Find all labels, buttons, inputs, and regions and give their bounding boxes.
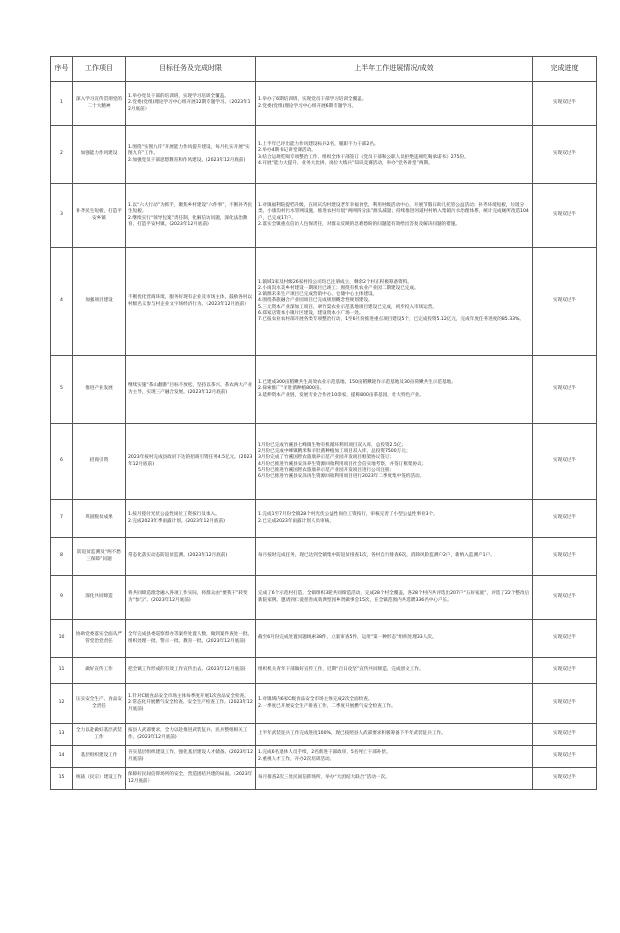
cell-project: 加强能力作风建设 bbox=[73, 126, 126, 184]
cell-project: 统战（民宗）建设工作 bbox=[73, 768, 126, 790]
table-row bbox=[51, 576, 597, 620]
cell-goal bbox=[126, 126, 256, 184]
cell-goal bbox=[126, 768, 256, 790]
progress-line: 2.一季度已开展安全生产排查工作，二季度开展燃气安全检查工作。 bbox=[258, 703, 396, 709]
progress-line: 3月份完成了竹溪国智农旅康养示范产业园开发项目框架协议签订； bbox=[258, 455, 395, 461]
progress-line: 4.开展“能力大提升、业务大比拼、岗位大练兵”知识竞赛活动，举办“党务讲堂”两期。 bbox=[258, 160, 433, 166]
progress-line: 1.对镇域内6家C级食品安全市场主体完成2次全面检查。 bbox=[258, 697, 373, 703]
cell-status: 实现双过半 bbox=[533, 746, 597, 768]
table-row bbox=[51, 768, 597, 790]
cell-status: 实现双过半 bbox=[533, 126, 597, 184]
table-header-row bbox=[51, 57, 597, 82]
goal-line: 保障好民间信仰场所的安全，营造团结共建的局面。（2023年12月底前） bbox=[128, 772, 253, 784]
cell-status: 实现双过半 bbox=[533, 724, 597, 746]
cell-project: 压实安全生产、食品安全责任 bbox=[73, 684, 126, 724]
cell-project: 补齐民生短板，打造平安乡镇 bbox=[73, 184, 126, 248]
header-project: 工作项目 bbox=[73, 57, 126, 82]
cell-no: 6 bbox=[51, 424, 73, 500]
progress-line: 2.已完成2023年雨露计划人员审核。 bbox=[258, 518, 334, 524]
cell-progress bbox=[256, 538, 533, 576]
cell-project: 深入学习宣传贯彻党的二十大精神 bbox=[73, 82, 126, 126]
goal-line: 1.按月拨付光伏公益性岗位工资按行及承入。 bbox=[128, 512, 220, 518]
table-row bbox=[51, 356, 597, 424]
progress-line: 3.镇源未来生产项目已完成营销中心、仓储中心主体建设。 bbox=[258, 292, 378, 298]
progress-line: 2月份已完成中峰镇精米和羊肚菌种植加工项目双入库，总投资7500万元； bbox=[258, 449, 411, 455]
cell-goal bbox=[126, 724, 256, 746]
cell-status: 实现双过半 bbox=[533, 658, 597, 684]
cell-goal bbox=[126, 424, 256, 500]
cell-project: 基层组织建设工作 bbox=[73, 746, 126, 768]
cell-status: 实现双过半 bbox=[533, 684, 597, 724]
cell-progress bbox=[256, 82, 533, 126]
table-row bbox=[51, 620, 597, 658]
cell-project: 招商引资 bbox=[73, 424, 126, 500]
cell-progress bbox=[256, 248, 533, 356]
progress-line: 2.重视人才工作，开办2次培训活动。 bbox=[258, 756, 335, 762]
table-row bbox=[51, 724, 597, 746]
progress-line: 完成了6个示范村打造，全镇组织3轮共同缔造活动，完成28个村全覆盖，各28个村内共评选出207户“五好家庭”，评选了22个整改后新院家例。邀请到仁爱慈善成效典型园乡贤做事会15次，在全镇范围内共选聘336名中心户长。 bbox=[258, 591, 530, 603]
progress-line: 1.举办了6期培训班，实现党员干部学习培训全覆盖。 bbox=[258, 97, 367, 103]
progress-line: 每月排查2次三处民间信仰场所，举办“大团结大联合”活动一次。 bbox=[258, 775, 390, 781]
cell-no: 3 bbox=[51, 184, 73, 248]
progress-line: 截至6月份完成处置问题线索38件，立案审查5件，运用“第一种形态”组织处理33人次。 bbox=[258, 635, 437, 641]
table-row bbox=[51, 184, 597, 248]
cell-status: 实现双过半 bbox=[533, 576, 597, 620]
cell-status: 实现双过半 bbox=[533, 500, 597, 538]
table-row bbox=[51, 248, 597, 356]
cell-progress bbox=[256, 724, 533, 746]
goal-line: 2.完成2023年季雨露计划。(2023年12月底前) bbox=[128, 518, 225, 524]
table-row bbox=[51, 500, 597, 538]
cell-goal bbox=[126, 356, 256, 424]
cell-status: 实现双过半 bbox=[533, 538, 597, 576]
progress-line: 6月份已推进竹溪县安泽再生资源回收利用项目进行2023年二季度集中签约活动。 bbox=[258, 473, 425, 479]
cell-status: 实现双过半 bbox=[533, 248, 597, 356]
cell-no: 2 bbox=[51, 126, 73, 184]
cell-status: 实现双过半 bbox=[533, 82, 597, 126]
cell-no: 13 bbox=[51, 724, 73, 746]
cell-project: 深化共同缔造 bbox=[73, 576, 126, 620]
cell-goal bbox=[126, 248, 256, 356]
goal-line: 1.举办党员干部的培训班，实现学习培训全覆盖。 bbox=[128, 94, 229, 100]
table-body bbox=[51, 82, 597, 790]
progress-line: 1.镇域1家及村级26家村投公司均已注册成立，剩余2个村正积极筹备资料。 bbox=[258, 280, 412, 286]
goal-line: 夯实基层组织建设工作，强化基层建设人才储备。(2023年12月底前) bbox=[128, 750, 253, 762]
progress-line: 7.已报农业农村部开展各类专项整治行动，1至6月份推进重点项目建设5个，已完成投资5.12亿元，完成年度任务进度的85.33%。 bbox=[258, 316, 524, 322]
cell-no: 11 bbox=[51, 658, 73, 684]
cell-project: 协助党委落实全面从严管党治党责任 bbox=[73, 620, 126, 658]
goal-line: 1.针对C级食品安全市场主体每季度开展1次食品安全检查。 bbox=[128, 694, 249, 700]
cell-no: 1 bbox=[51, 82, 73, 126]
cell-project: 全力以赴做好基层武装工作 bbox=[73, 724, 126, 746]
cell-no: 12 bbox=[51, 684, 73, 724]
goal-line: 把全镇工作形成的有效工作宣传出去。(2023年12月底前) bbox=[128, 667, 246, 673]
cell-status: 实现双过半 bbox=[533, 768, 597, 790]
header-no: 序号 bbox=[51, 57, 73, 82]
progress-line: 5月份已推进竹溪国智农旅康养示范产业园开发项目进行公司注册； bbox=[258, 467, 395, 473]
cell-project: 加强项目建设 bbox=[73, 248, 126, 356]
progress-line: 2.党委(党组)理论学习中心组开展6期专题学习。 bbox=[258, 103, 357, 109]
goal-line: 2.党委(党组)理论学习中心组开展12期专题学习。（2023年12月底前） bbox=[128, 100, 251, 112]
goal-line: 全年完成县委巡察督办等案件处置人数，做到案件查处一批、组织处理一批、警示一批、教育一批。(2023年12月底前) bbox=[128, 632, 253, 644]
progress-line: 1.完成6名退休人员手续，2名新进干部政审，5名死亡干部补偿。 bbox=[258, 750, 391, 756]
table-row bbox=[51, 424, 597, 500]
progress-line: 每月按时完成任务，现已达到全镇集中防返贫排查1次，各村自行排查6次，消除风险监测户2户，新纳入监测户1户。 bbox=[258, 553, 495, 559]
goal-line: 不断优化营商环境，服务好现有企业及市场主体，鼓励各村以村级名义参与村企业文字场经济行为。（2023年12月底前） bbox=[128, 295, 253, 307]
cell-no: 9 bbox=[51, 576, 73, 620]
cell-goal bbox=[126, 684, 256, 724]
progress-line: 2.探索推广“羊肚菌种植800亩。 bbox=[258, 386, 325, 392]
cell-status: 实现双过半 bbox=[533, 356, 597, 424]
cell-no: 10 bbox=[51, 620, 73, 658]
cell-no: 8 bbox=[51, 538, 73, 576]
goal-line: 2023年按村完成县政府下达的招商引资任务4.5亿元。(2023年12月底前) bbox=[128, 455, 253, 467]
goal-line: 将共同缔造理念融入各项工作实际，将群众由“要我干”转变为“参与”。(2023年12月底前) bbox=[128, 591, 248, 603]
header-progress: 上半年工作进展情况/成效 bbox=[256, 57, 533, 82]
cell-goal bbox=[126, 500, 256, 538]
cell-progress bbox=[256, 620, 533, 658]
progress-line: 4月份已推进竹溪县安泽养生资源回收利用项目社会信实地考察，并签订框架协议； bbox=[258, 461, 427, 467]
cell-no: 15 bbox=[51, 768, 73, 790]
cell-project: 推进产业发展 bbox=[73, 356, 126, 424]
cell-no: 4 bbox=[51, 248, 73, 356]
progress-line: 4.围绕茶旅融合产业园项目已完成规划概念性规划建设。 bbox=[258, 298, 373, 304]
cell-progress bbox=[256, 768, 533, 790]
goal-line: 2.继续实行“领导包案”责任制，化解信访问题，深化法治教育，打造平安村镇。(2023年12月底前) bbox=[128, 215, 248, 227]
goal-line: 按县人武部要求，全力以赴推进武装征兵、民兵整组相关工作。(2023年12月底前) bbox=[128, 728, 248, 740]
table-row bbox=[51, 658, 597, 684]
cell-status: 实现双过半 bbox=[533, 184, 597, 248]
progress-line: 1.对镇福利院提档升级，在同庆沟村建设老年幸福食堂，利用村级活动中心，开展节假日助儿托管公益活动；补齐环境短板，垃圾分类、小康沟村污水管网设施，推进农村垃圾“两网四分法”源头减量；持续推进河道村村纳入集镇污水治理体系，统计完成厕所改造104户，已完成17户。 bbox=[258, 203, 529, 221]
progress-line: 1.完成1至7月份全镇28个村光伏公益性岗位工资按行，审核完善了小型公益性事业3个。 bbox=[258, 512, 438, 518]
cell-status: 实现双过半 bbox=[533, 620, 597, 658]
cell-progress bbox=[256, 126, 533, 184]
goal-line: 1.围绕“实图九许”开展能力作风提升建设，每月扎实开展“实图九许”工作。 bbox=[128, 145, 250, 157]
cell-goal bbox=[126, 746, 256, 768]
table-row bbox=[51, 126, 597, 184]
header-goal: 目标任务及完成时限 bbox=[126, 57, 256, 82]
progress-line: 2.落实全镇重点信访人包保责任，对群众反映的急难愁盼的问题能有效给出答复及解决问题的措施。 bbox=[258, 221, 460, 227]
cell-project: 做好宣传工作 bbox=[73, 658, 126, 684]
progress-line: 6.郑家店资本小镇片区建设，建设资本小广场一处。 bbox=[258, 310, 364, 316]
cell-progress bbox=[256, 658, 533, 684]
cell-progress bbox=[256, 424, 533, 500]
cell-no: 5 bbox=[51, 356, 73, 424]
goal-line: 1.以“六大行动”为抓手，聚焦乡村建设“六件事”，不断补齐民生短板。 bbox=[128, 203, 253, 215]
cell-goal bbox=[126, 538, 256, 576]
cell-no: 14 bbox=[51, 746, 73, 768]
goal-line: 2.常态化开展燃气安全检查、安全生产检查工作。(2023年12月底前) bbox=[128, 700, 253, 712]
progress-line: 2.举办4期书记讲堂课活动。 bbox=[258, 148, 316, 154]
progress-line: 1.已建成300亩稻鳅共生高效农业示范基地、150亩稻鳅轮作示范基地及30亩荷鳅共生示范基地。 bbox=[258, 380, 456, 386]
goal-line: 继续实施“茶山翻番”目标不放松，坚持以茶兴、茶农两大产业为主导，实现三产融合发展。(2023年12月底前) bbox=[128, 383, 253, 395]
table-row bbox=[51, 82, 597, 126]
progress-line: 5.三元资本产业深加工项目、翠竹渠农业示范基地项目建设已完成，初步投入市场运营。 bbox=[258, 304, 437, 310]
progress-line: 1月份已完成竹溪县七峰镇生物有机循环利用项目双入库，总投资2.5亿； bbox=[258, 443, 407, 449]
table-row bbox=[51, 746, 597, 768]
cell-goal bbox=[126, 658, 256, 684]
goal-line: 2.加强党员干部思想教育和作风建设。(2023年12月底前) bbox=[128, 157, 246, 163]
cell-project: 巩固脱贫成果 bbox=[73, 500, 126, 538]
cell-goal bbox=[126, 620, 256, 658]
cell-goal bbox=[126, 82, 256, 126]
cell-goal bbox=[126, 576, 256, 620]
goal-line: 常态化落实动态防返贫监测。(2023年12月底前) bbox=[128, 553, 228, 559]
progress-line: 组织机关青年干部做好宣传工作，近期“百日攻坚”宣传共同缔造，完成创文工作。 bbox=[258, 667, 424, 673]
progress-line: 上半年武装征兵工作完成进度100%，现已按照县人武部要求积极筹备下半年武装征兵工作。 bbox=[258, 731, 446, 737]
cell-progress bbox=[256, 184, 533, 248]
cell-no: 7 bbox=[51, 500, 73, 538]
progress-line: 3.延伸资本产业链，发展专业合作社10余家，提称800亩茶基园，壮大特色产业。 bbox=[258, 392, 424, 398]
progress-line: 1.上半年已评出能力作风建设标兵2名，履职不力干部2名。 bbox=[258, 142, 379, 148]
cell-progress bbox=[256, 684, 533, 724]
cell-progress bbox=[256, 576, 533, 620]
cell-project: 防返贫监测及“两不愁三保障”问题 bbox=[73, 538, 126, 576]
cell-status: 实现双过半 bbox=[533, 424, 597, 500]
table-row bbox=[51, 538, 597, 576]
cell-progress bbox=[256, 500, 533, 538]
cell-progress bbox=[256, 356, 533, 424]
header-status: 完成进度 bbox=[533, 57, 597, 82]
table-row bbox=[51, 684, 597, 724]
cell-progress bbox=[256, 746, 533, 768]
progress-line: 2.小岗沟水美乡村建设一期项目已竣工；围绕有机农业产业园二期建设已完成。 bbox=[258, 286, 419, 292]
cell-goal bbox=[126, 184, 256, 248]
progress-line: 3.结合运规吃喝专项整治工作，组织全体干部签订《党员干部和公职人员拒绝违规吃喝承诺书》275份。 bbox=[258, 154, 469, 160]
work-progress-table bbox=[50, 56, 597, 790]
